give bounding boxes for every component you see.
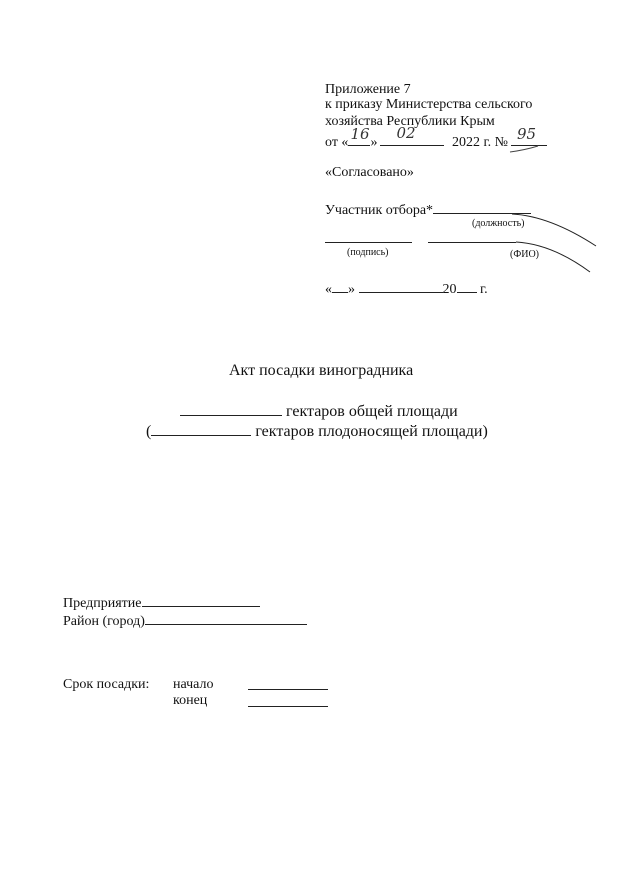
document-title: Акт посадки виноградника xyxy=(229,362,414,379)
enterprise-field xyxy=(142,592,260,607)
order-line-1: к приказу Министерства сельского xyxy=(325,97,533,112)
date-year: 2022 г. № xyxy=(451,135,508,150)
planting-start-field xyxy=(248,676,328,690)
planting-start-label: начало xyxy=(173,677,214,692)
total-area-line xyxy=(180,401,458,421)
total-area-label: гектаров общей площади xyxy=(286,403,458,420)
appendix-label: Приложение 7 xyxy=(325,82,411,97)
signature-hint: (подпись) xyxy=(347,247,389,258)
enterprise-label: Предприятие xyxy=(63,596,142,611)
participant-label: Участник отбора* xyxy=(325,203,434,218)
order-number-handwritten: 95 xyxy=(516,125,537,143)
planting-end-field xyxy=(248,693,328,707)
district-line xyxy=(63,610,307,630)
planting-end-label: конец xyxy=(173,693,208,708)
date-mid: » xyxy=(370,135,378,150)
approval-year-prefix: 20 xyxy=(442,282,457,297)
district-label: Район (город) xyxy=(63,614,145,629)
fruit-area-open: ( xyxy=(146,423,152,440)
approval-year-suffix: г. xyxy=(480,282,488,297)
planting-term-label: Срок посадки: xyxy=(63,677,150,692)
handwriting-underline xyxy=(510,146,538,152)
district-field xyxy=(145,610,307,625)
fruit-area-line xyxy=(146,421,488,441)
date-day-handwritten: 16 xyxy=(350,125,370,143)
total-area-field xyxy=(180,401,282,416)
agreed-label: «Согласовано» xyxy=(325,165,414,180)
order-line-2: хозяйства Республики Крым xyxy=(325,114,495,129)
slanted-stroke-2 xyxy=(516,242,590,272)
slanted-stroke-1 xyxy=(512,214,596,246)
approval-date-open: « xyxy=(325,282,332,297)
date-prefix: от « xyxy=(325,135,349,150)
slanted-stroke-3 xyxy=(460,108,550,122)
position-hint: (должность) xyxy=(472,218,525,229)
date-month-handwritten: 02 xyxy=(396,124,416,142)
approval-date-close: » xyxy=(348,282,355,297)
name-hint: (ФИО) xyxy=(510,249,540,260)
fruit-area-label: гектаров плодоносящей площади) xyxy=(255,423,488,440)
enterprise-line xyxy=(63,592,260,612)
fruit-area-field xyxy=(151,421,251,436)
